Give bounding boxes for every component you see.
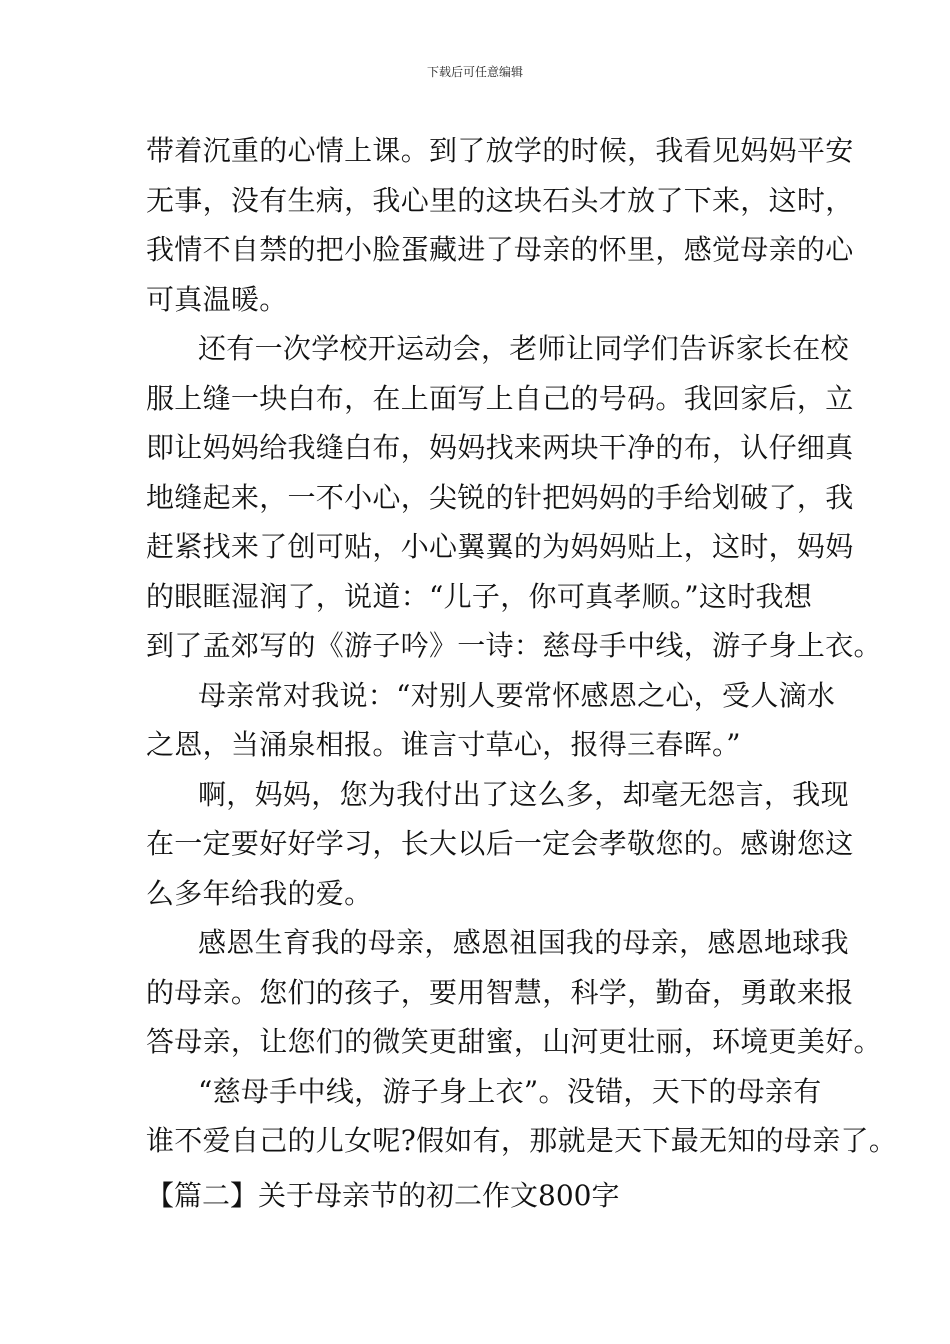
text-line: 可真温暖。 <box>146 282 288 316</box>
text-line: 赶紧找来了创可贴，小心翼翼的为妈妈贴上，这时，妈妈 <box>146 530 854 563</box>
paragraph-start-line: 还有一次学校开运动会，老师让同学们告诉家长在校 <box>198 332 849 365</box>
text-line: 带着沉重的心情上课。到了放学的时候，我看见妈妈平安 <box>146 134 854 167</box>
page-header-note: 下载后可任意编辑 <box>426 65 523 79</box>
text-line: 谁不爱自己的儿女呢?假如有，那就是天下最无知的母亲了。 <box>146 1124 898 1157</box>
text-line: 之恩，当涌泉相报。谁言寸草心，报得三春晖。” <box>146 728 741 761</box>
text-line: 么多年给我的爱。 <box>146 876 373 910</box>
text-line: 服上缝一块白布，在上面写上自己的号码。我回家后，立 <box>146 381 854 415</box>
paragraph-start-line: 啊，妈妈，您为我付出了这么多，却毫无怨言，我现 <box>198 777 849 811</box>
text-line: 我情不自禁的把小脸蛋藏进了母亲的怀里，感觉母亲的心 <box>146 233 854 266</box>
paragraph-start-line: 母亲常对我说：“对别人要常怀感恩之心，受人滴水 <box>198 678 836 712</box>
text-line: 即让妈妈给我缝白布，妈妈找来两块干净的布，认仔细真 <box>146 431 854 464</box>
paragraph-start-line: “慈母手中线，游子身上衣”。没错，天下的母亲有 <box>198 1074 822 1108</box>
text-line: 无事，没有生病，我心里的这块石头才放了下来，这时， <box>146 183 854 217</box>
section-heading: 【篇二】关于母亲节的初二作文800字 <box>146 1179 620 1212</box>
text-line: 的母亲。您们的孩子，要用智慧，科学，勤奋，勇敢来报 <box>146 975 854 1009</box>
text-line: 到了孟郊写的《游子吟》一诗：慈母手中线，游子身上衣。 <box>146 629 882 662</box>
text-line: 地缝起来，一不小心，尖锐的针把妈妈的手给划破了，我 <box>146 480 854 514</box>
text-line: 在一定要好好学习，长大以后一定会孝敬您的。感谢您这 <box>146 827 854 860</box>
text-line: 答母亲，让您们的微笑更甜蜜，山河更壮丽，环境更美好。 <box>146 1025 882 1058</box>
text-line: 的眼眶湿润了，说道：“儿子，你可真孝顺。”这时我想 <box>146 579 813 613</box>
paragraph-start-line: 感恩生育我的母亲，感恩祖国我的母亲，感恩地球我 <box>198 926 849 959</box>
essay-body <box>146 126 898 1166</box>
